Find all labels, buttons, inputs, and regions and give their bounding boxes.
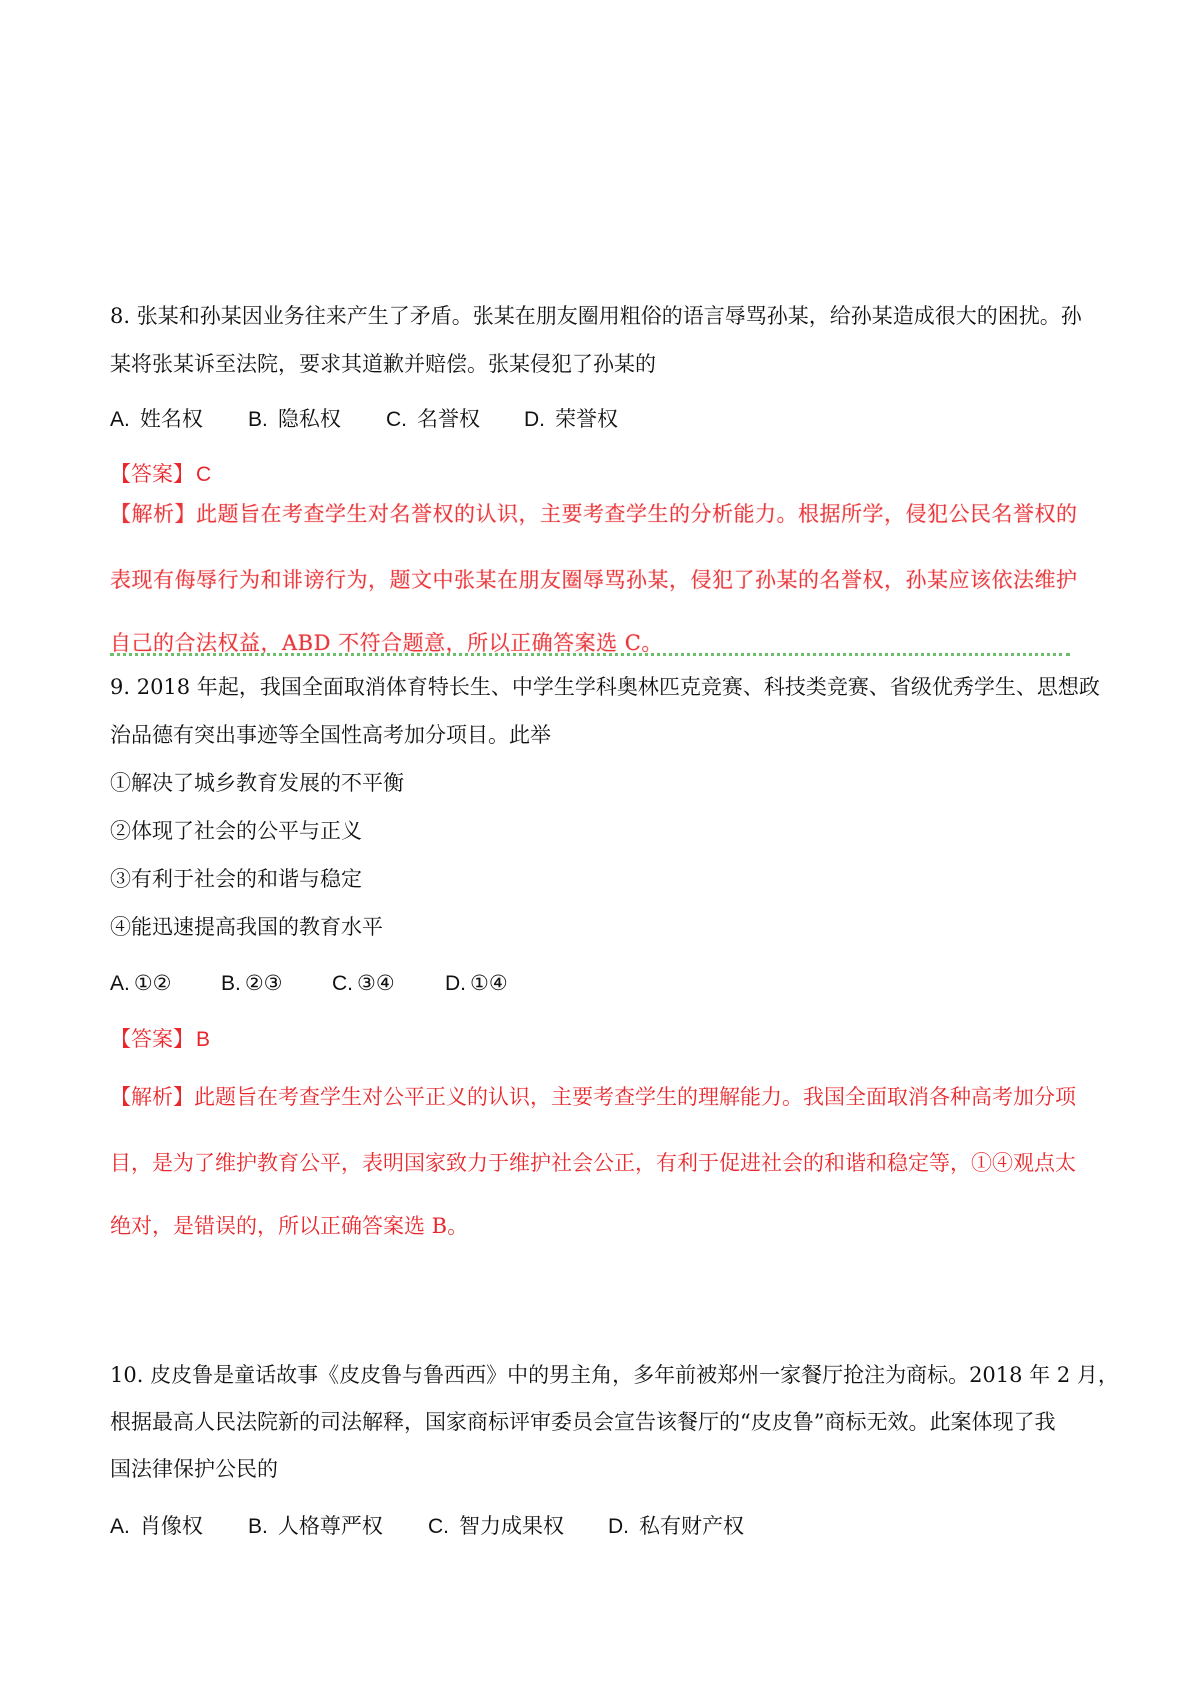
analysis-underline-rule <box>110 653 1070 656</box>
q9-option-c: C. ③④ <box>332 971 395 995</box>
q8-option-d: D. 荣誉权 <box>524 407 618 431</box>
q9-stem-line-2: 治品德有突出事迹等全国性高考加分项目。此举 <box>110 723 551 747</box>
q8-analysis-line-3: 自己的合法权益，ABD 不符合题意，所以正确答案选 C。 <box>110 631 663 655</box>
q9-answer-value: B <box>196 1028 211 1051</box>
q10-option-b: B. 人格尊严权 <box>248 1514 383 1538</box>
q9-option-b: B. ②③ <box>221 971 283 995</box>
q8-analysis-line-2: 表现有侮辱行为和诽谤行为，题文中张某在朋友圈辱骂孙某，侵犯了孙某的名誉权，孙某应该依法维护 <box>110 568 1078 592</box>
q8-analysis-line-1: 【解析】此题旨在考查学生对名誉权的认识，主要考查学生的分析能力。根据所学，侵犯公民名誉权的 <box>110 502 1078 526</box>
q8-answer-value: C <box>196 463 212 486</box>
q9-option-a: A. ①② <box>110 971 172 995</box>
q8-option-c: C. 名誉权 <box>386 407 480 431</box>
q10-stem-line-2: 根据最高人民法院新的司法解释，国家商标评审委员会宣告该餐厅的“皮皮鲁”商标无效。此案体现了我 <box>110 1410 1056 1434</box>
q9-statement-4: ④能迅速提高我国的教育水平 <box>110 915 383 939</box>
q8-answer <box>110 460 211 489</box>
q10-options <box>110 1512 744 1541</box>
q8-option-a: A. 姓名权 <box>110 407 203 431</box>
q9-analysis-line-1: 【解析】此题旨在考查学生对公平正义的认识，主要考查学生的理解能力。我国全面取消各种高考加分项 <box>110 1085 1076 1109</box>
q9-analysis-line-3: 绝对，是错误的，所以正确答案选 B。 <box>110 1214 469 1238</box>
q9-stem-line-1: 9. 2018 年起，我国全面取消体育特长生、中学生学科奥林匹克竞赛、科技类竞赛、省级优秀学生、思想政 <box>110 675 1100 699</box>
q10-stem-line-3: 国法律保护公民的 <box>110 1457 278 1481</box>
q8-stem-line-1: 8. 张某和孙某因业务往来产生了矛盾。张某在朋友圈用粗俗的语言辱骂孙某，给孙某造成很大的困扰。孙 <box>110 304 1082 328</box>
q8-options <box>110 405 618 434</box>
q9-statement-1: ①解决了城乡教育发展的不平衡 <box>110 771 404 795</box>
q9-answer-label: 【答案】 <box>110 1027 194 1051</box>
q8-answer-label: 【答案】 <box>110 462 194 486</box>
q10-option-c: C. 智力成果权 <box>428 1514 564 1538</box>
q10-option-a: A. 肖像权 <box>110 1514 203 1538</box>
q9-answer <box>110 1025 210 1054</box>
q8-stem-line-2: 某将张某诉至法院，要求其道歉并赔偿。张某侵犯了孙某的 <box>110 352 656 376</box>
q9-statement-3: ③有利于社会的和谐与稳定 <box>110 867 362 891</box>
q8-option-b: B. 隐私权 <box>248 407 341 431</box>
q9-options <box>110 969 508 998</box>
q9-statement-2: ②体现了社会的公平与正义 <box>110 819 362 843</box>
q10-stem-line-1: 10. 皮皮鲁是童话故事《皮皮鲁与鲁西西》中的男主角，多年前被郑州一家餐厅抢注为商标。2018 年 2 月， <box>110 1363 1119 1387</box>
q9-option-d: D. ①④ <box>445 971 508 995</box>
q9-analysis-line-2: 目，是为了维护教育公平，表明国家致力于维护社会公正，有利于促进社会的和谐和稳定等，①④观点太 <box>110 1151 1076 1175</box>
q10-option-d: D. 私有财产权 <box>608 1514 744 1538</box>
